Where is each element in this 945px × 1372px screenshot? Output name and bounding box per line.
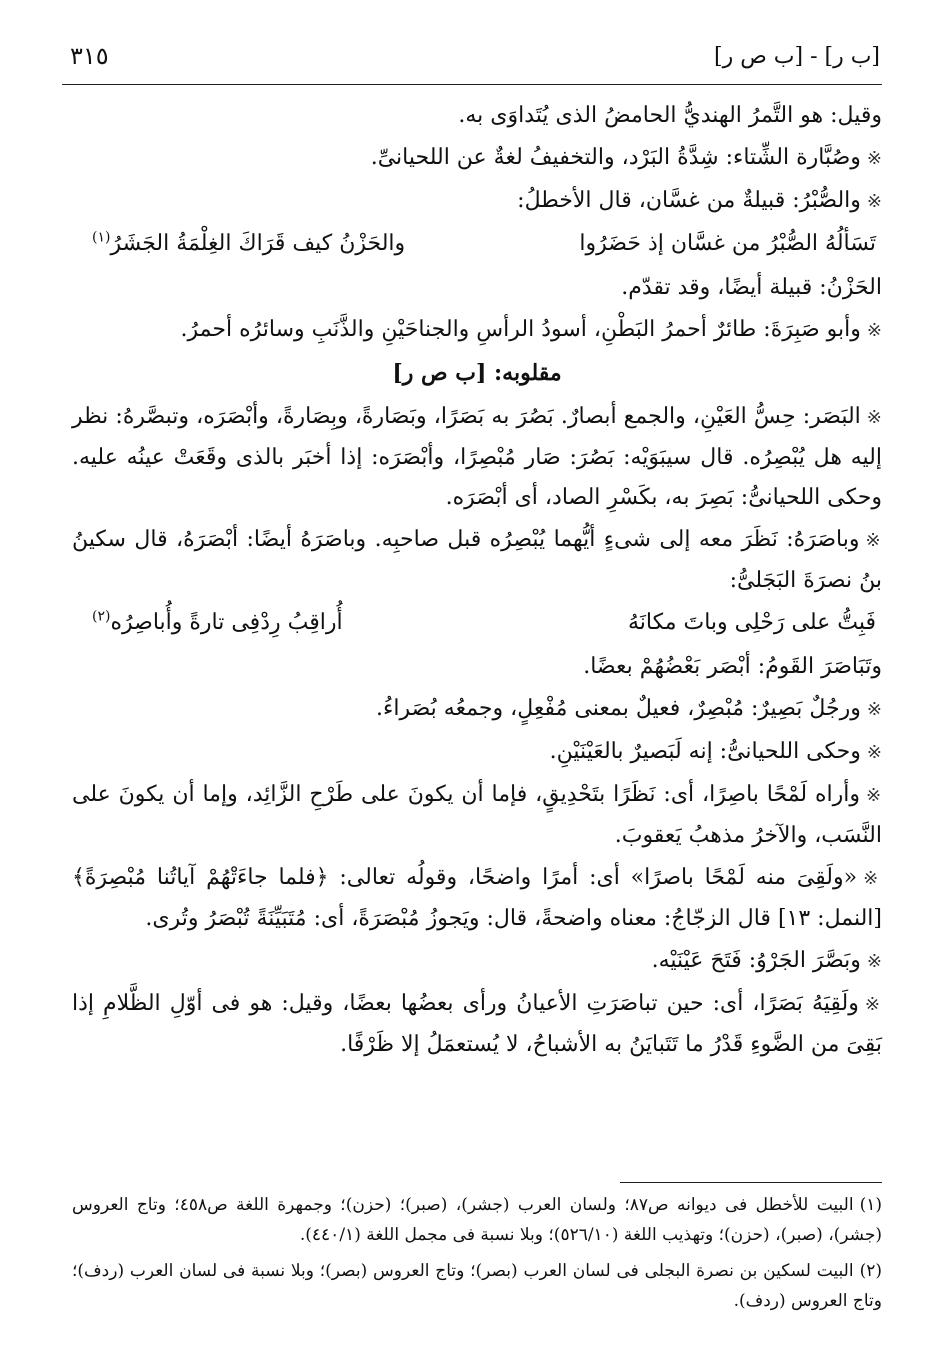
footnote-marker: (١) (859, 1195, 882, 1215)
entry-star-icon: ※ (866, 785, 882, 806)
verse-first-hemistich: تَسَألُهُ الصُّبْرُ من غسَّان إذ حَضَرُوا (579, 231, 876, 256)
footnote-text: البيت لسكين بن نصرة البجلى فى لسان العرب (بصر)؛ وتاج العروس (بصر)؛ وبلا نسبة فى لسان العرب (ردف)؛ وتاج العروس (ردف). (72, 1261, 882, 1311)
header-divider (62, 84, 882, 85)
entry-star-icon: ※ (866, 951, 882, 972)
paragraph-text: وصُبَّارة الشِّتاء: شِدَّةُ البَرْد، والتخفيفُ لغةٌ عن اللحيانىِّ. (370, 145, 861, 170)
footnote-reference: (٢) (92, 608, 111, 625)
paragraph-text: وباصَرَهُ: نَظَرَ معه إلى شىءٍ أيُّهما يُبْصِرُه قبل صاحبِه. وباصَرَهُ أيضًا: أبْصَرَهُ، قال سكينُ بنُ نصرَةَ البَجَلىُّ: (72, 527, 882, 593)
verse-second-text: والحَزْنُ كيف قَرَاكَ الغِلْمَةُ الجَشَرُ (110, 231, 406, 256)
footnote (72, 1256, 882, 1316)
footnote-text: البيت للأخطل فى ديوانه ص٨٧؛ ولسان العرب (جشر)، (صبر)؛ (حزن)؛ وجمهرة اللغة ص٤٥٨؛ وتاج العروس (جشر)، (صبر)، (حزن)؛ وتهذيب اللغة (٥٢٦/١٠)؛ وبلا نسبة فى مجمل اللغة (٤٤٠/١). (72, 1195, 882, 1245)
paragraph-text: والصُّبْرُ: قبيلةٌ من غسَّان، قال الأخطلُ: (517, 188, 861, 213)
entry-paragraph (72, 181, 882, 222)
verse-first-hemistich: فَبِتُّ على رَحْلِى وباتَ مكانَهُ (627, 610, 876, 635)
verse-second-hemistich (92, 603, 343, 643)
paragraph-text: «ولَقِىَ منه لَمْحًا باصرًا» أى: أمرًا واضحًا، وقولُه تعالى: ﴿فلما جاءَتْهُمْ آياتُنا مُبْصِرَةً﴾ [النمل: ١٣] قال الزجّاجُ: معناه واضحةً، قال: ويَجوزُ مُبْصَرَةً، أى: مُتَبَيِّنَةً تُبْصَرُ وتُرى. (72, 865, 882, 931)
entry-paragraph (72, 689, 882, 730)
footnote-marker: (٢) (859, 1261, 882, 1281)
entry-paragraph (72, 775, 882, 856)
paragraph-text: وأبو صَبِرَةَ: طائرٌ أحمرُ البَطْنِ، أسودُ الرأسِ والجناحَيْنِ والذَّنَبِ وسائرُه أحمرُ. (180, 317, 861, 342)
entry-star-icon: ※ (866, 407, 882, 428)
footnotes (72, 1190, 882, 1322)
entry-paragraph (72, 138, 882, 179)
entry-paragraph (72, 397, 882, 518)
poetry-verse (72, 603, 882, 643)
footnote-divider (620, 1182, 882, 1183)
paragraph: وقيل: هو التَّمرُ الهنديُّ الحامضُ الذى يُتَداوَى به. (458, 103, 882, 128)
entry-paragraph (72, 732, 882, 773)
page-number: ٣١٥ (70, 42, 109, 70)
paragraph-text: البَصَر: حِسُّ العَيْنِ، والجمع أبصارٌ. بَصُرَ به بَصَرًا، وبَصَارةً، وبِصَارةً، وأبْصَرَه، وتبصَّرهُ: نظر إليه هل يُبْصِرُه. قال سيبَوَيْه: بَصُرَ: صَار مُبْصِرًا، وأبْصَرَه: إذا أخبَر بالذى وقَعَتْ عينُه عليه. وحكى اللحيانىُّ: بَصِرَ به، بكَسْرِ الصاد، أى أبْصَرَه. (72, 404, 882, 510)
entry-paragraph (72, 310, 882, 351)
entry-paragraph (72, 984, 882, 1065)
paragraph-text: ورجُلٌ بَصِيرٌ: مُبْصِرٌ، فعيلٌ بمعنى مُفْعِلٍ، وجمعُه بُصَراءُ. (376, 696, 861, 721)
paragraph-text: وبَصَّرَ الجَرْوُ: فَتَحَ عَيْنَيْه. (651, 948, 861, 973)
section-heading: مقلوبه: [ب ص ر] (392, 360, 562, 386)
paragraph-text: وحكى اللحيانىُّ: إنه لَبَصيرٌ بالعَيْنَيْنِ. (549, 739, 861, 764)
main-text (72, 96, 882, 1067)
paragraph: وتَبَاصَرَ القَومُ: أبْصَر بَعْضُهُمْ بعضًا. (583, 654, 882, 679)
footnote (72, 1190, 882, 1250)
entry-star-icon: ※ (864, 994, 882, 1015)
paragraph: الحَزْنُ: قبيلة أيضًا، وقد تقدّم. (621, 275, 882, 300)
entry-paragraph (72, 858, 882, 939)
entry-paragraph (72, 941, 882, 982)
footnote-reference: (١) (92, 229, 111, 246)
entry-star-icon: ※ (863, 868, 882, 889)
running-head: [ب ر] - [ب ص ر] (714, 44, 880, 69)
paragraph-text: ولَقِيَهُ بَصَرًا، أى: حين تباصَرَتِ الأعيانُ ورأى بعضُها بعضًا، وقيل: هو فى أوّلِ الظَّلامِ إذا بَقِىَ من الضَّوءِ قَدْرُ ما تَتَبايَنُ به الأشباحُ، لا يُستعمَلُ إلا ظَرْفًا. (72, 991, 882, 1057)
verse-second-text: أُراقِبُ رِدْفِى تارةً وأُباصِرُه (110, 610, 343, 635)
page-header (60, 40, 880, 80)
entry-star-icon: ※ (866, 320, 882, 341)
paragraph-text: وأراه لَمْحًا باصِرًا، أى: نَظَرًا بتَحْدِيقٍ، فإما أن يكونَ على طَرْحِ الزَّائِد، وإما أن يكونَ على النَّسَب، والآخرُ مذهبُ يَعقوبَ. (72, 782, 882, 848)
entry-star-icon: ※ (866, 191, 882, 212)
entry-star-icon: ※ (866, 699, 882, 720)
entry-star-icon: ※ (866, 148, 882, 169)
entry-paragraph (72, 520, 882, 601)
verse-second-hemistich (92, 224, 405, 264)
poetry-verse (72, 224, 882, 264)
entry-star-icon: ※ (865, 530, 882, 551)
entry-star-icon: ※ (866, 742, 882, 763)
